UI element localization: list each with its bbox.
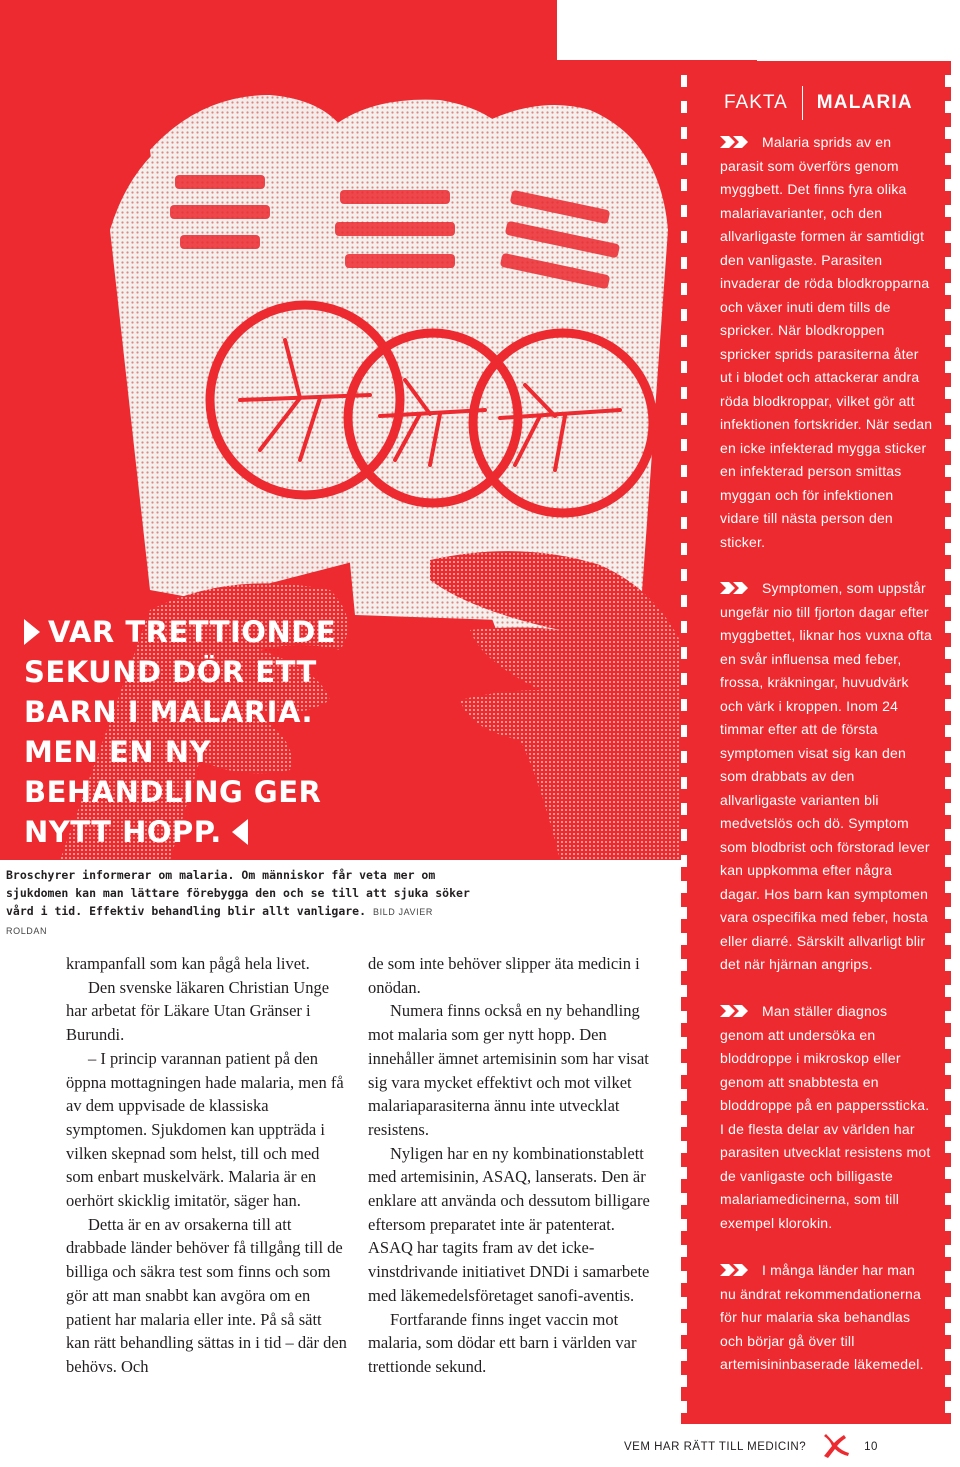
headline-line: BEHANDLING GER xyxy=(24,775,322,809)
photo-credit: BILD JAVIER ROLDAN xyxy=(6,907,433,936)
fact-box-perforation-left xyxy=(681,61,687,1424)
headline-line: NYTT HOPP. xyxy=(24,815,222,849)
photo-caption xyxy=(6,866,476,940)
fact-box-perforation-right xyxy=(945,61,951,1424)
fact-paragraph xyxy=(720,1000,934,1235)
paragraph: Den svenske läkaren Christian Unge har arbetat för Läkare Utan Gränser i Burundi. xyxy=(66,977,330,1045)
msf-logo-icon xyxy=(818,1434,850,1460)
fact-text: Man ställer diagnos genom att undersöka en bloddroppe i mikroskop eller genom att snabbtesta en bloddroppe på en papperssticka. I de flesta delar av världen har parasiten utvecklat resistens mot de vanligaste och billigaste malariamedicinerna, som till exempel klorokin. xyxy=(720,1003,931,1231)
headline-line: SEKUND DÖR ETT xyxy=(24,655,317,689)
paragraph: Detta är en av orsakerna till att drabbade länder behöver få tillgång till de billiga och säkra test som finns och som gör att man snabbt kan avgöra om en patient har malaria eller inte. På så sätt kan rätt behandling sättas in i tid – där den behövs. Och xyxy=(66,1214,347,1376)
fact-box-label: FAKTA xyxy=(724,92,788,113)
chevron-left-icon xyxy=(232,819,248,845)
fact-paragraph xyxy=(720,131,934,554)
page-footer xyxy=(624,1438,878,1456)
paragraph: de som inte behöver slipper äta medicin i onödan. xyxy=(368,954,640,997)
paragraph: Fortfarande finns inget vaccin mot malaria, som dödar ett barn i världen var trettionde sekund. xyxy=(368,1309,637,1376)
fact-text: Malaria sprids av en parasit som överförs genom myggbett. Det finns fyra olika malariavarianter, och den allvarligaste formen är samtidigt den vanligaste. Parasiten invaderar de röda blodkropparna och växer inuti dem tills de spricker. När blodkroppen spricker sprids parasiterna åter ut i blodet och attackerar andra röda blodkroppar, vilket gör att infektionen fortskrider. När sedan en icke infekterad mygga sticker en infekterad person smittas myggan och för infektionen vidare till nästa person den sticker. xyxy=(720,134,933,550)
fact-text: I många länder har man nu ändrat rekommendationerna för hur malaria ska behandlas och börjar gå över till artemisininbaserade läkemedel. xyxy=(720,1262,924,1372)
publication-title: VEM HAR RÄTT TILL MEDICIN? xyxy=(624,1441,807,1453)
headline-line: MEN EN NY xyxy=(24,735,211,769)
article-column-1 xyxy=(66,952,348,1379)
paragraph: – I princip varannan patient på den öppna mottagningen hade malaria, men få av dem uppvisade de klassiska symptomen. Sjukdomen kan uppträda i vilken skepnad som helst, till och med som enbart muskelvärk. Malaria är en oerhört skicklig imitatör, säger han. xyxy=(66,1048,344,1211)
headline xyxy=(24,612,354,852)
article-column-2 xyxy=(368,952,653,1379)
paragraph: krampanfall som kan pågå hela livet. xyxy=(66,954,310,973)
paragraph: Nyligen har en ny kombinationstablett med artemisinin, ASAQ, lanserats. Den är enklare att använda och dessutom billigare eftersom preparatet inte är patenterat. ASAQ har tagits fram av det icke-vinstdrivande initiativet DNDi i samarbete med läkemedelsföretaget sanofi-aventis. xyxy=(368,1143,650,1305)
fact-box-header xyxy=(724,85,934,121)
double-chevron-icon xyxy=(720,582,758,594)
hero-photo xyxy=(0,0,757,860)
double-chevron-icon xyxy=(720,1005,758,1017)
page-number: 10 xyxy=(864,1441,878,1453)
double-chevron-icon xyxy=(720,136,758,148)
chevron-right-icon xyxy=(24,619,40,645)
paragraph: Numera finns också en ny behandling mot malaria som ger nytt hopp. Den innehåller ämnet artemisinin som har visat sig vara mycket effektivt och mot vilket malariaparasiterna ännu inte utvecklat resistens. xyxy=(368,1001,649,1139)
headline-line: BARN I MALARIA. xyxy=(24,695,313,729)
fact-text: Symptomen, som uppstår ungefär nio till fjorton dagar efter myggbettet, liknar hos vuxna ofta en svår influensa med feber, frossa, kräkningar, huvudvärk och värk i kroppen. Inom 24 timmar efter att de första symptomen visat sig kan den som drabbats av den allvarligaste varianten bli medvetslös och dö. Symptom som blodbrist och förstorad lever kan uppkomma efter några dagar. Hos barn kan symptomen vara ospecifika med feber, hosta eller diarré. Särskilt allvarligt blir det när hjärnan angrips. xyxy=(720,580,933,972)
caption-text: Broschyrer informerar om malaria. Om människor får veta mer om sjukdomen kan man lättare förebygga den och se till att sjuka söker vård i tid. Effektiv behandling blir allt vanligare. xyxy=(6,868,470,918)
double-chevron-icon xyxy=(720,1264,758,1276)
fact-paragraph xyxy=(720,1259,934,1377)
divider xyxy=(802,86,803,120)
fact-paragraph xyxy=(720,577,934,977)
fact-box-title: MALARIA xyxy=(816,92,913,113)
headline-line: VAR TRETTIONDE xyxy=(48,615,337,649)
